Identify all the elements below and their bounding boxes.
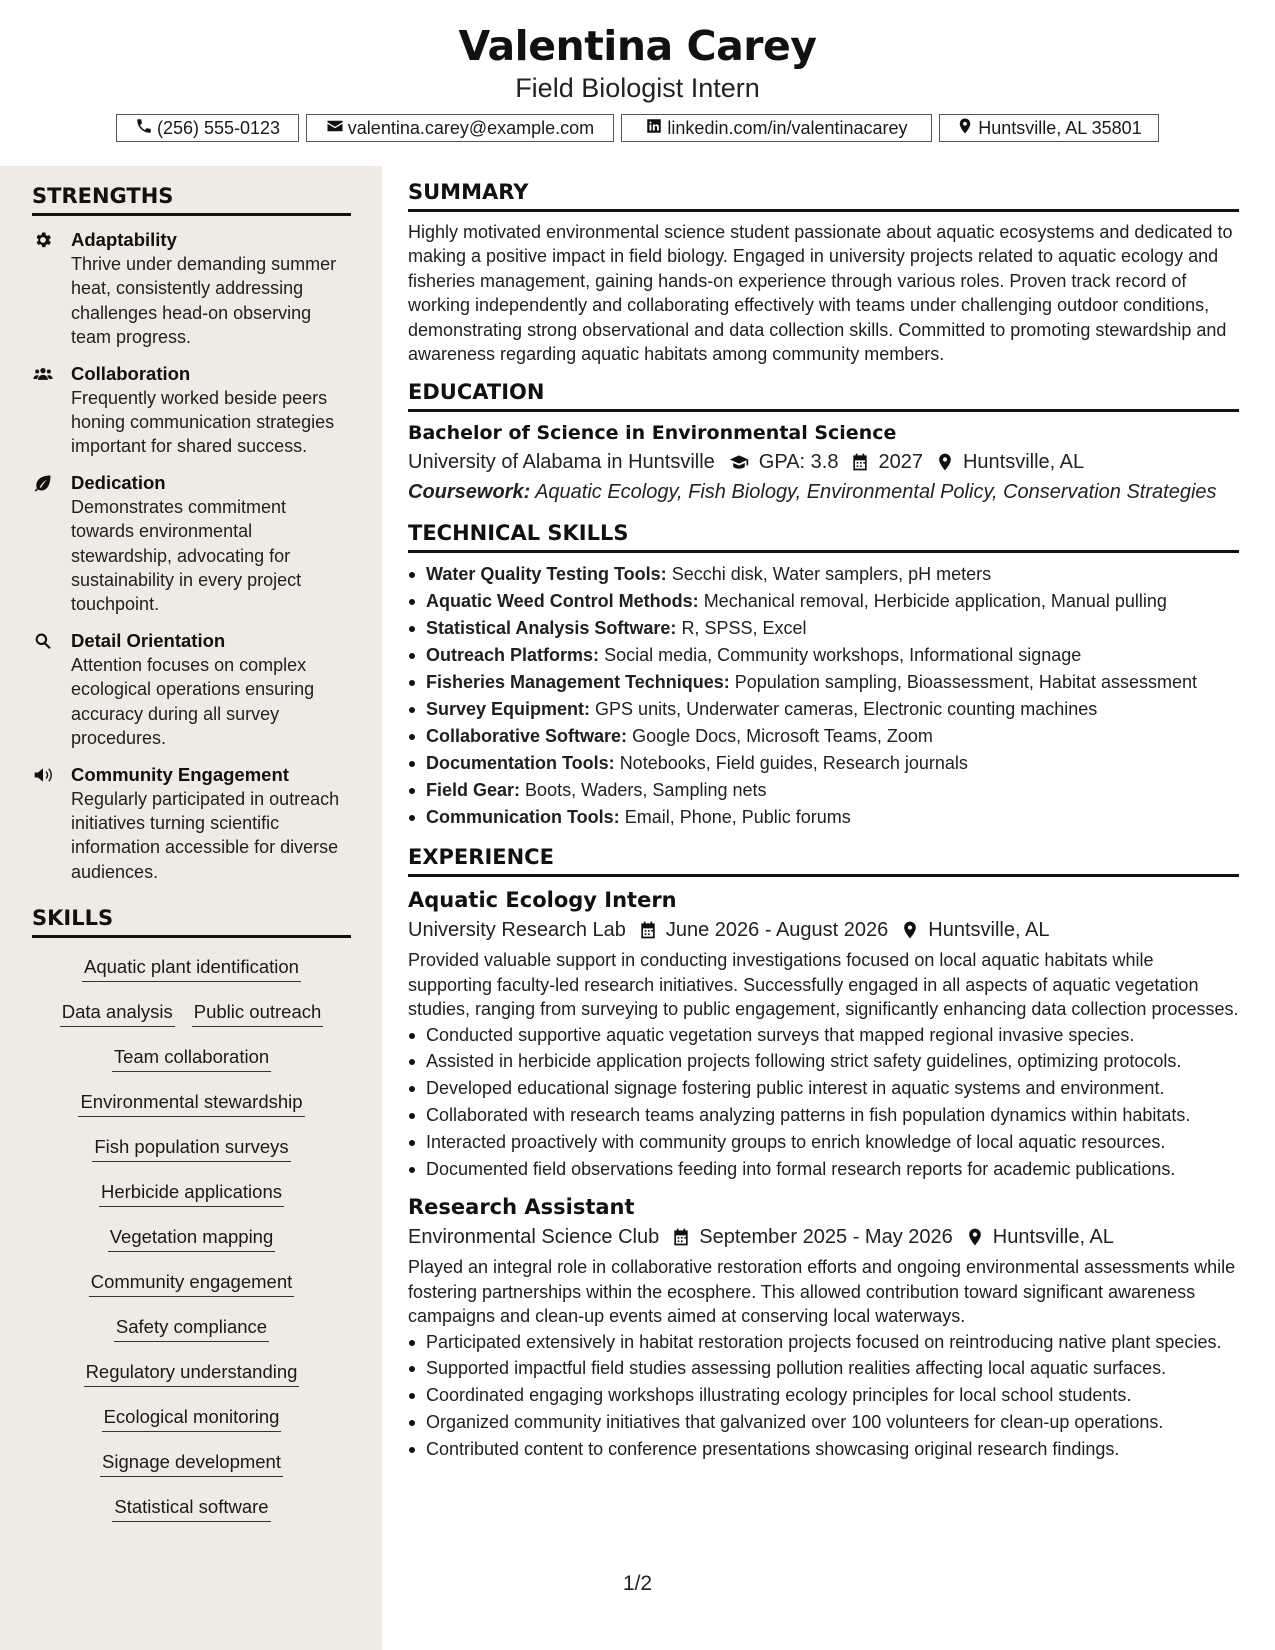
skill-tag: Aquatic plant identification — [82, 955, 301, 982]
list-item: Fisheries Management Techniques: Population sampling, Bioassessment, Habitat assessment — [426, 669, 1239, 696]
search-icon — [32, 631, 54, 651]
linkedin-icon — [645, 117, 663, 140]
job-entry — [408, 885, 1239, 1182]
experience-heading: EXPERIENCE — [408, 845, 1239, 877]
strength-desc: Attention focuses on complex ecological operations ensuring accuracy during all survey procedures. — [71, 654, 315, 749]
skill-tag: Public outreach — [192, 1000, 324, 1027]
list-item: Coordinated engaging workshops illustrating ecology principles for local school students. — [426, 1382, 1239, 1409]
school-location: Huntsville, AL — [962, 451, 1085, 474]
skills-heading: SKILLS — [32, 906, 351, 938]
location-pin-icon — [935, 452, 955, 472]
list-item: Supported impactful field studies assessing pollution realities affecting local aquatic surfaces. — [426, 1355, 1239, 1382]
page-number: 1/2 — [622, 1572, 653, 1595]
skill-tag: Vegetation mapping — [108, 1225, 276, 1252]
contact-linkedin[interactable]: linkedin.com/in/valentinacarey — [621, 114, 932, 142]
list-item: Developed educational signage fostering public interest in aquatic systems and environment. — [426, 1075, 1239, 1102]
strength-title: Collaboration — [71, 362, 191, 384]
list-item: Survey Equipment: GPS units, Underwater cameras, Electronic counting machines — [426, 696, 1239, 723]
skill-tag: Fish population surveys — [92, 1135, 290, 1162]
list-item: Water Quality Testing Tools: Secchi disk, Water samplers, pH meters — [426, 561, 1239, 588]
job-org: University Research Lab — [408, 919, 626, 942]
education-meta — [408, 447, 1239, 477]
coursework: Coursework: Aquatic Ecology, Fish Biology, Environmental Policy, Conservation Strategies — [408, 481, 1217, 504]
job-title: Aquatic Ecology Intern — [408, 888, 677, 913]
summary-text: Highly motivated environmental science student passionate about aquatic ecosystems and dedicated to making a positive impact in field biology. Engaged in university projects related to aquatic ecology and fisheries management, gaining hands-on experience through various roles. Proven track record of working independently and collaborating effectively with teams under challenging outdoor conditions, demonstrating strong observational and data collection skills. Committed to promoting stewardship and awareness regarding aquatic habitats among community members. — [408, 222, 1233, 365]
main-content — [408, 180, 1239, 1463]
email-icon — [326, 117, 344, 140]
strength-desc: Demonstrates commitment towards environmental stewardship, advocating for sustainability in every project touchpoint. — [71, 496, 302, 615]
job-location: Huntsville, AL — [992, 1226, 1114, 1249]
strength-title: Community Engagement — [71, 763, 289, 785]
gear-icon — [32, 230, 54, 250]
graduation-cap-icon — [727, 452, 751, 472]
strengths-heading: STRENGTHS — [32, 184, 351, 216]
list-item: Collaborative Software: Google Docs, Microsoft Teams, Zoom — [426, 723, 1239, 750]
job-dates: June 2026 - August 2026 — [665, 919, 889, 942]
location-pin-icon — [900, 920, 920, 940]
job-meta — [408, 915, 1239, 945]
calendar-icon — [850, 452, 870, 472]
strength-title: Adaptability — [71, 229, 177, 250]
skills-list — [32, 955, 351, 1540]
strength-item — [32, 228, 351, 350]
strength-item — [32, 362, 351, 459]
list-item: Outreach Platforms: Social media, Community workshops, Informational signage — [426, 642, 1239, 669]
job-summary: Played an integral role in collaborative restoration efforts and ongoing environmental assessments while fostering partnerships within the ecosphere. This allowed contribution toward significant awareness campaigns and clean-up events aimed at conserving local waterways. — [408, 1257, 1236, 1327]
job-org: Environmental Science Club — [408, 1226, 660, 1249]
skill-tag: Community engagement — [89, 1270, 295, 1297]
skill-tag: Data analysis — [60, 1000, 175, 1027]
job-bullets — [408, 1022, 1239, 1183]
list-item: Collaborated with research teams analyzing patterns in fish population dynamics within habitats. — [426, 1102, 1239, 1129]
education-heading: EDUCATION — [408, 380, 1239, 412]
school-name: University of Alabama in Huntsville — [408, 451, 715, 474]
graduation-year: 2027 — [878, 451, 923, 474]
location-pin-icon — [965, 1227, 985, 1247]
list-item: Statistical Analysis Software: R, SPSS, Excel — [426, 615, 1239, 642]
contact-bar — [0, 114, 1275, 142]
location-pin-icon — [956, 117, 974, 140]
skill-tag: Regulatory understanding — [84, 1360, 300, 1387]
degree-title: Bachelor of Science in Environmental Science — [408, 422, 897, 445]
strength-desc: Regularly participated in outreach initiatives turning scientific information accessible for diverse audiences. — [71, 788, 340, 882]
skill-tag: Signage development — [100, 1450, 283, 1477]
skill-tag: Safety compliance — [114, 1315, 269, 1342]
leaf-icon — [32, 473, 54, 493]
calendar-icon — [671, 1227, 691, 1247]
strength-desc: Thrive under demanding summer heat, consistently addressing challenges head-on observing team progress. — [71, 254, 337, 348]
summary-heading: SUMMARY — [408, 180, 1239, 212]
megaphone-icon — [32, 765, 54, 785]
list-item: Contributed content to conference presentations showcasing original research findings. — [426, 1436, 1239, 1463]
strength-title: Dedication — [71, 471, 166, 493]
candidate-name: Valentina Carey — [458, 22, 817, 70]
list-item: Communication Tools: Email, Phone, Public forums — [426, 804, 1239, 831]
strength-item — [32, 471, 351, 617]
strength-item — [32, 629, 351, 751]
phone-icon — [135, 117, 153, 140]
list-item: Conducted supportive aquatic vegetation surveys that mapped regional invasive species. — [426, 1022, 1239, 1049]
gpa: GPA: 3.8 — [758, 451, 839, 474]
strength-title: Detail Orientation — [71, 629, 226, 651]
skill-tag: Team collaboration — [112, 1045, 271, 1072]
list-item: Organized community initiatives that galvanized over 100 volunteers for clean-up operations. — [426, 1409, 1239, 1436]
job-dates: September 2025 - May 2026 — [699, 1226, 953, 1249]
job-summary: Provided valuable support in conducting investigations focused on local aquatic habitats while supporting faculty-led research initiatives. Successfully engaged in all aspects of aquatic vegetation studies, ranging from surveying to public engagement, significantly enhancing data collection processes. — [408, 950, 1239, 1020]
job-location: Huntsville, AL — [928, 919, 1050, 942]
contact-email[interactable]: valentina.carey@example.com — [306, 114, 614, 142]
job-bullets — [408, 1329, 1239, 1463]
technical-skills-list — [408, 561, 1239, 831]
list-item: Interacted proactively with community groups to enrich knowledge of local aquatic resources. — [426, 1129, 1239, 1156]
contact-location: Huntsville, AL 35801 — [939, 114, 1159, 142]
list-item: Documented field observations feeding into formal research reports for academic publications. — [426, 1156, 1239, 1183]
list-item: Aquatic Weed Control Methods: Mechanical removal, Herbicide application, Manual pulling — [426, 588, 1239, 615]
users-icon — [32, 364, 54, 384]
skill-tag: Statistical software — [112, 1495, 270, 1522]
job-role: Field Biologist Intern — [515, 73, 760, 103]
job-title: Research Assistant — [408, 1195, 635, 1220]
strength-desc: Frequently worked beside peers honing communication strategies important for shared success. — [71, 387, 335, 457]
list-item: Documentation Tools: Notebooks, Field guides, Research journals — [426, 750, 1239, 777]
skill-tag: Environmental stewardship — [78, 1090, 304, 1117]
skill-tag: Ecological monitoring — [102, 1405, 282, 1432]
list-item: Field Gear: Boots, Waders, Sampling nets — [426, 777, 1239, 804]
job-entry — [408, 1192, 1239, 1462]
technical-skills-heading: TECHNICAL SKILLS — [408, 521, 1239, 553]
calendar-icon — [638, 920, 658, 940]
list-item: Participated extensively in habitat restoration projects focused on reintroducing native plant species. — [426, 1329, 1239, 1356]
contact-phone[interactable]: (256) 555-0123 — [116, 114, 299, 142]
sidebar — [0, 166, 382, 1650]
skill-tag: Herbicide applications — [99, 1180, 284, 1207]
job-meta — [408, 1222, 1239, 1252]
list-item: Assisted in herbicide application projects following strict safety guidelines, optimizing protocols. — [426, 1048, 1239, 1075]
strength-item — [32, 763, 351, 885]
